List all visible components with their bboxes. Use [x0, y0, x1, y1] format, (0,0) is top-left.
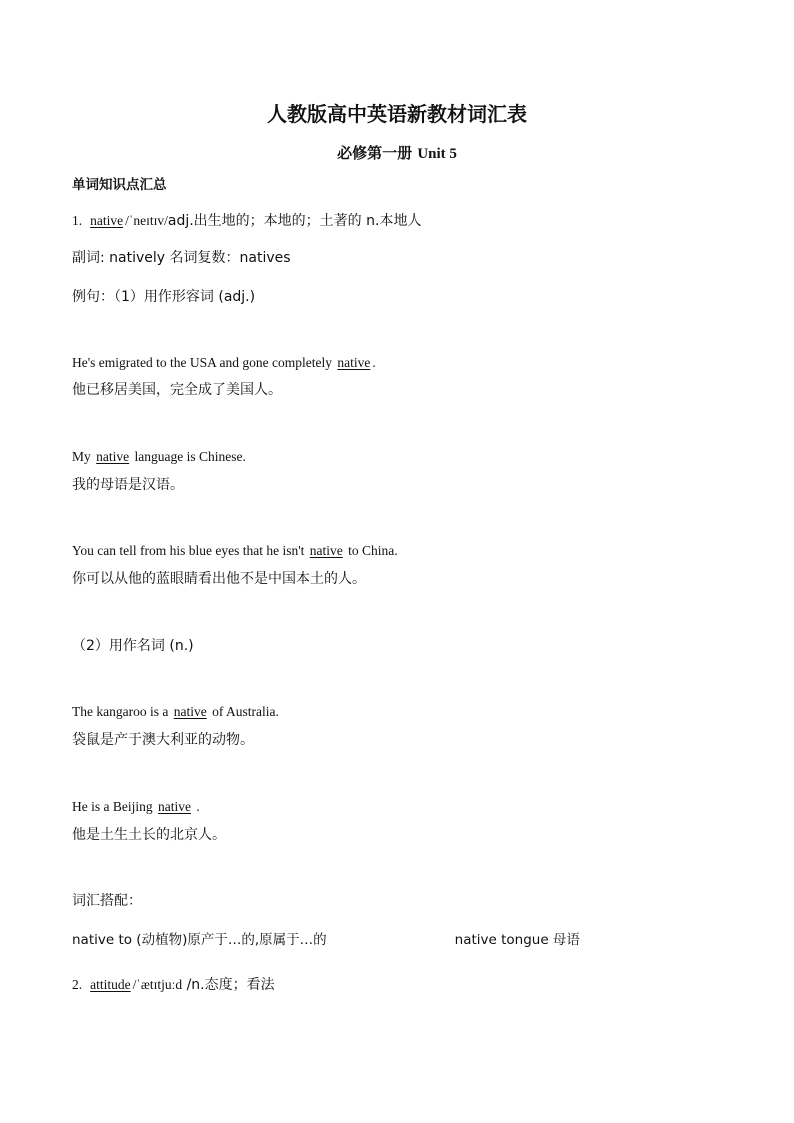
word1-noun-label: （2）用作名词 (n.) [72, 638, 194, 654]
page-title: 人教版高中英语新教材词汇表 [267, 102, 527, 126]
word2-number: 2. [72, 977, 83, 992]
example-keyword: native [158, 799, 191, 814]
word1-entry [72, 212, 421, 231]
example-keyword: native [337, 355, 371, 370]
example-keyword: native [309, 543, 343, 558]
word1-collocations [72, 931, 580, 950]
word1-collocation-label: 词汇搭配： [72, 893, 142, 909]
word2-phonetic: /ˈætɪtjuːd [132, 977, 183, 992]
collocation-item: native to (动植物)原产于…的,原属于…的 [72, 932, 327, 948]
example-sentence: He is a Beijing native . [72, 799, 200, 814]
word1-definition: adj.出生地的；本地的；土著的 n.本地人 [167, 213, 422, 229]
example-translation: 他是土生土长的北京人。 [72, 827, 226, 843]
example-sentence: My native language is Chinese. [72, 449, 246, 464]
word1-word: native [90, 213, 124, 228]
word1-number: 1. [72, 213, 83, 228]
word2-word: attitude [90, 977, 131, 992]
example-translation: 我的母语是汉语。 [72, 477, 184, 493]
example-keyword: native [173, 704, 207, 719]
subtitle-main: 必修第一册 [337, 144, 418, 162]
subtitle-unit: Unit 5 [417, 146, 457, 162]
example-translation: 你可以从他的蓝眼睛看出他不是中国本土的人。 [72, 571, 366, 587]
collocation-item: native tongue 母语 [454, 932, 580, 948]
word2-entry [72, 976, 275, 995]
word1-derivatives: 副词: natively 名词复数：natives [72, 250, 291, 266]
example-translation: 袋鼠是产于澳大利亚的动物。 [72, 732, 254, 748]
word1-examples-label: 例句：（1）用作形容词 (adj.) [72, 289, 256, 305]
example-translation: 他已移居美国，完全成了美国人。 [72, 382, 282, 398]
page-subtitle [0, 142, 794, 163]
section-heading: 单词知识点汇总 [72, 177, 167, 193]
word1-phonetic: /ˈneɪtɪv/ [125, 213, 168, 228]
example-sentence: The kangaroo is a native of Australia. [72, 704, 279, 719]
example-sentence: You can tell from his blue eyes that he isn't native to China. [72, 543, 398, 558]
example-keyword: native [96, 449, 130, 464]
example-sentence: He's emigrated to the USA and gone completely native . [72, 355, 376, 370]
word2-definition: /n.态度；看法 [182, 977, 275, 993]
